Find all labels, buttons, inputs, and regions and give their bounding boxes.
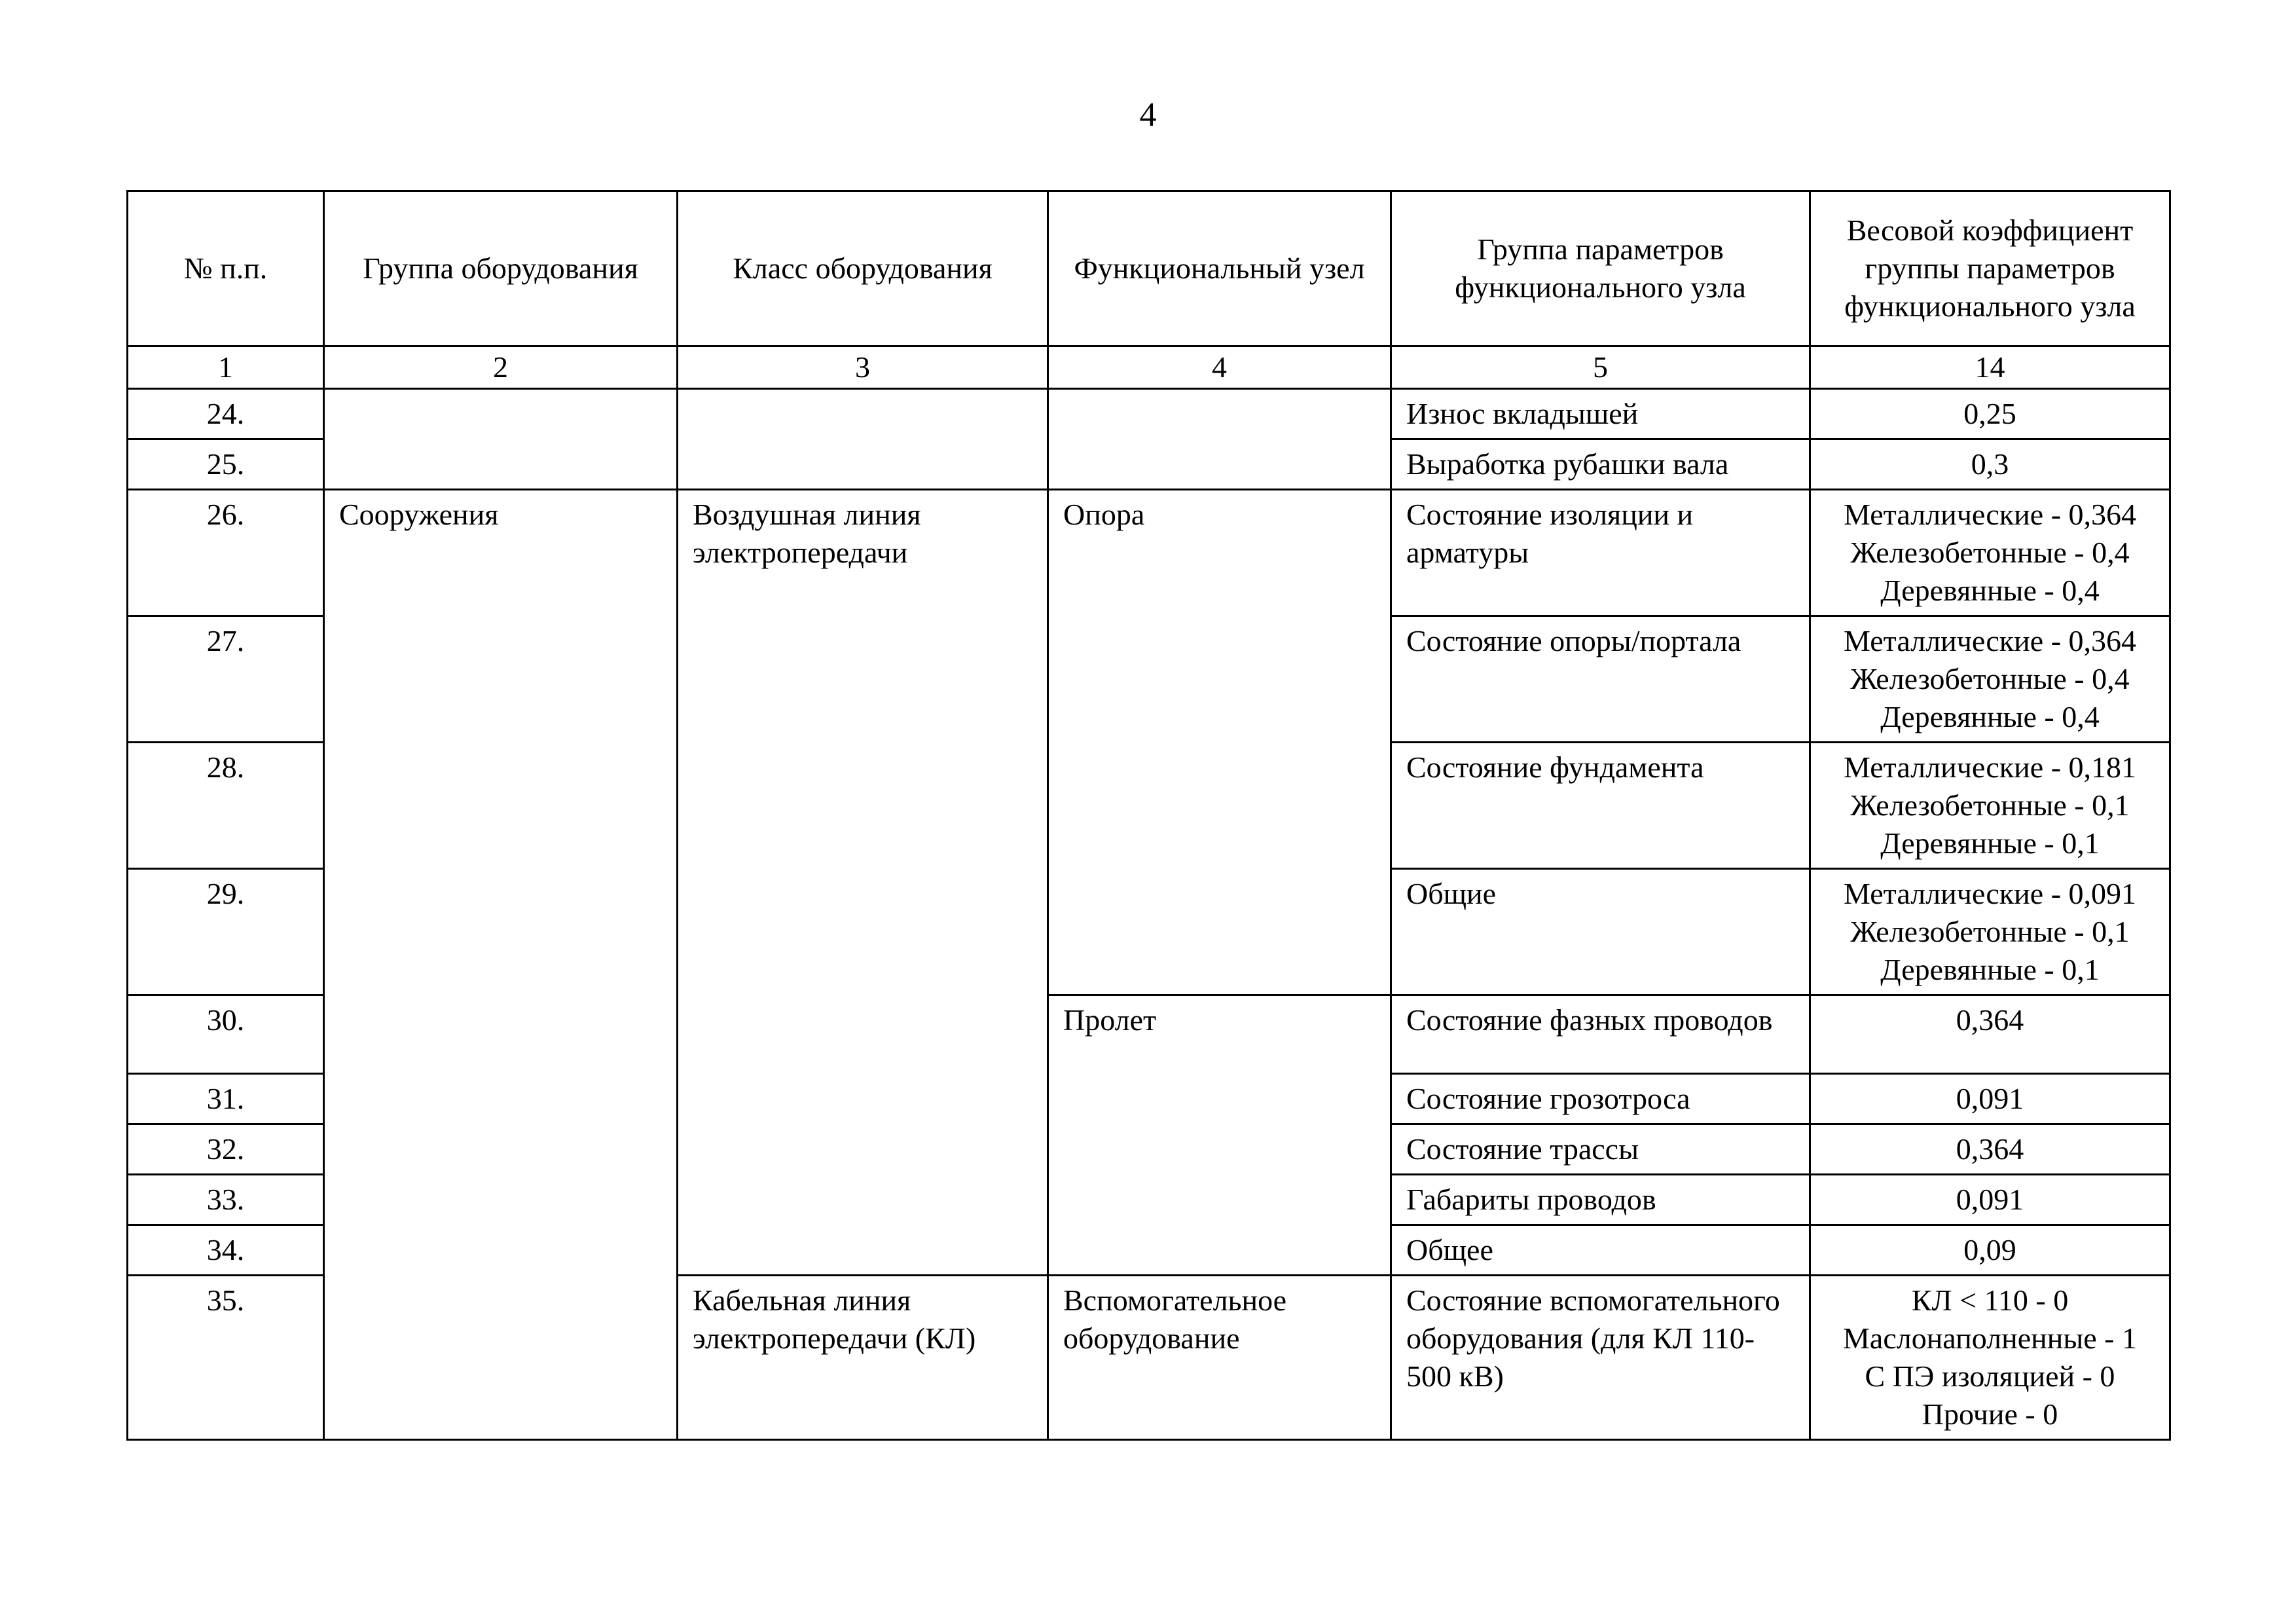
- param-cell: Состояние грозотроса: [1391, 1074, 1810, 1124]
- row-number: 24.: [128, 389, 324, 439]
- coef-cell: [1810, 743, 2170, 869]
- param-cell: Состояние изоляции и арматуры: [1391, 490, 1810, 616]
- page-number: 4: [1139, 96, 1157, 134]
- column-number: 5: [1391, 346, 1810, 389]
- coef-line: 0,3: [1971, 447, 2009, 481]
- row-number: 25.: [128, 439, 324, 490]
- row-number: 31.: [128, 1074, 324, 1124]
- coef-cell: [1810, 1276, 2170, 1440]
- class-cell: Кабельная линия электропередачи (КЛ): [678, 1276, 1048, 1440]
- group-cell: Сооружения: [324, 490, 678, 1440]
- param-cell: Состояние вспомогательного оборудования (для КЛ 110-500 кВ): [1391, 1276, 1810, 1440]
- coef-line: Деревянные - 0,1: [1880, 826, 2100, 860]
- row-number: 27.: [128, 616, 324, 743]
- param-cell: Состояние фазных проводов: [1391, 995, 1810, 1074]
- param-cell: Состояние трассы: [1391, 1124, 1810, 1175]
- row-number: 26.: [128, 490, 324, 616]
- param-cell: Износ вкладышей: [1391, 389, 1810, 439]
- coef-line: 0,364: [1956, 1003, 2024, 1037]
- header-cell: Функциональный узел: [1048, 191, 1391, 346]
- row-number: 30.: [128, 995, 324, 1074]
- param-cell: Состояние фундамента: [1391, 743, 1810, 869]
- coef-line: Железобетонные - 0,1: [1850, 788, 2130, 822]
- coef-line: Деревянные - 0,1: [1880, 953, 2100, 986]
- column-number: 3: [678, 346, 1048, 389]
- coef-line: 0,09: [1963, 1233, 2016, 1266]
- coef-cell: [1810, 869, 2170, 995]
- column-number: 1: [128, 346, 324, 389]
- header-cell: № п.п.: [128, 191, 324, 346]
- coef-cell: [1810, 1225, 2170, 1276]
- row-number: 32.: [128, 1124, 324, 1175]
- coef-line: 0,091: [1956, 1082, 2024, 1115]
- row-number: 34.: [128, 1225, 324, 1276]
- coef-cell: [1810, 1124, 2170, 1175]
- class-cell-empty: [678, 389, 1048, 490]
- param-cell: Общее: [1391, 1225, 1810, 1276]
- table-header-row: [128, 191, 2170, 346]
- coef-line: Железобетонные - 0,1: [1850, 915, 2130, 948]
- coef-line: Деревянные - 0,4: [1880, 574, 2100, 607]
- row-number: 35.: [128, 1276, 324, 1440]
- class-cell: Воздушная линия электропередачи: [678, 490, 1048, 1276]
- coef-line: Металлические - 0,181: [1843, 750, 2137, 784]
- coef-line: Железобетонные - 0,4: [1850, 662, 2130, 695]
- column-number: 4: [1048, 346, 1391, 389]
- header-cell: Группа параметров функционального узла: [1391, 191, 1810, 346]
- node-cell: Пролет: [1048, 995, 1391, 1276]
- equipment-table: [126, 190, 2171, 1441]
- column-number-row: [128, 346, 2170, 389]
- row-number: 33.: [128, 1175, 324, 1225]
- header-cell: Группа оборудования: [324, 191, 678, 346]
- coef-line: Прочие - 0: [1922, 1397, 2058, 1431]
- coef-cell: [1810, 439, 2170, 490]
- coef-cell: [1810, 1175, 2170, 1225]
- coef-cell: [1810, 1074, 2170, 1124]
- coef-line: С ПЭ изоляцией - 0: [1865, 1359, 2115, 1393]
- coef-line: Металлические - 0,091: [1843, 877, 2137, 910]
- coef-line: КЛ < 110 - 0: [1911, 1283, 2069, 1317]
- param-cell: Выработка рубашки вала: [1391, 439, 1810, 490]
- coef-cell: [1810, 616, 2170, 743]
- coef-line: 0,364: [1956, 1132, 2024, 1166]
- row-number: 29.: [128, 869, 324, 995]
- param-cell: Общие: [1391, 869, 1810, 995]
- param-cell: Габариты проводов: [1391, 1175, 1810, 1225]
- column-number: 14: [1810, 346, 2170, 389]
- coef-cell: [1810, 995, 2170, 1074]
- table-row: [128, 490, 2170, 616]
- coef-line: Маслонаполненные - 1: [1843, 1321, 2137, 1355]
- coef-line: Железобетонные - 0,4: [1850, 536, 2130, 569]
- row-number: 28.: [128, 743, 324, 869]
- coef-line: Металлические - 0,364: [1843, 498, 2137, 531]
- header-cell: Весовой коэффициент группы параметров функционального узла: [1810, 191, 2170, 346]
- param-cell: Состояние опоры/портала: [1391, 616, 1810, 743]
- node-cell: Опора: [1048, 490, 1391, 995]
- group-cell-empty: [324, 389, 678, 490]
- node-cell: Вспомогательное оборудование: [1048, 1276, 1391, 1440]
- column-number: 2: [324, 346, 678, 389]
- coef-line: 0,091: [1956, 1183, 2024, 1216]
- coef-line: 0,25: [1963, 397, 2016, 430]
- coef-line: Деревянные - 0,4: [1880, 700, 2100, 733]
- coef-line: Металлические - 0,364: [1843, 624, 2137, 657]
- coef-cell: [1810, 389, 2170, 439]
- node-cell-empty: [1048, 389, 1391, 490]
- coef-cell: [1810, 490, 2170, 616]
- header-cell: Класс оборудования: [678, 191, 1048, 346]
- table-row: [128, 389, 2170, 439]
